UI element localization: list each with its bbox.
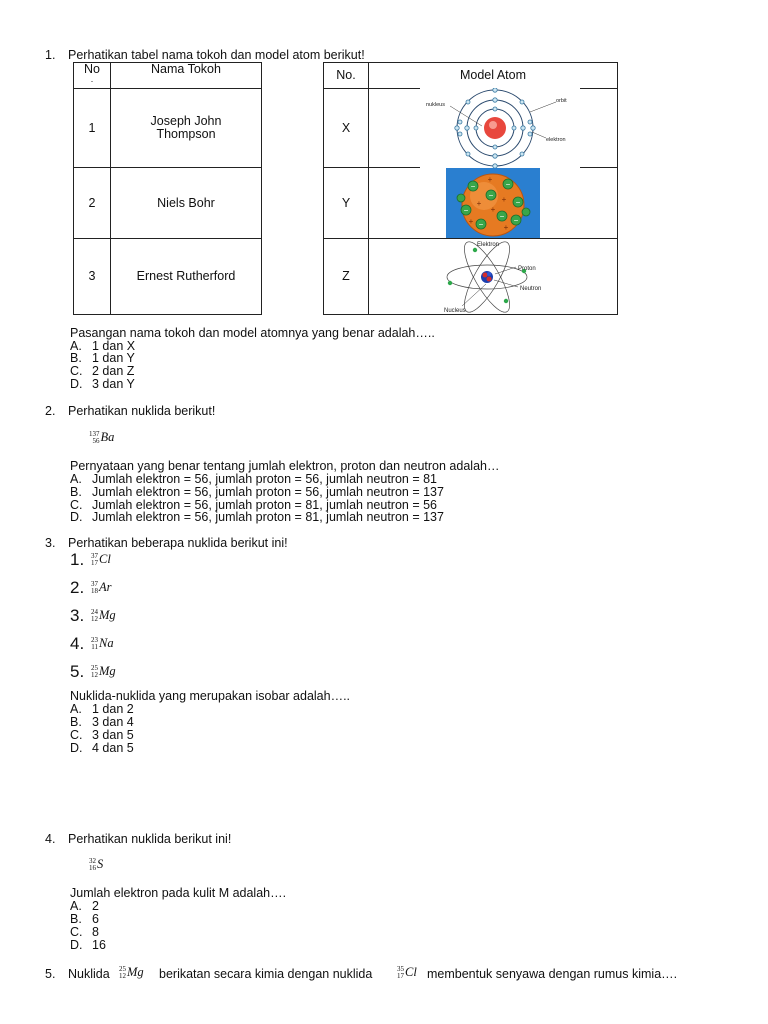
q3-question: Nuklida-nuklida yang merupakan isobar adalah….. (70, 689, 351, 703)
option-letter: A. (70, 472, 82, 486)
option-text: 3 dan 4 (92, 715, 134, 729)
tokoh-no: 1 (74, 89, 111, 168)
tokoh-no: 3 (74, 239, 111, 315)
option-letter: A. (70, 339, 82, 353)
option-letter: C. (70, 728, 83, 742)
nuclide-item-number: 2. (70, 578, 85, 597)
q4-question: Jumlah elektron pada kulit M adalah…. (70, 886, 287, 900)
nuclide-s: 32 16S (89, 856, 104, 873)
label-orbit: orbit (556, 98, 567, 104)
option-letter: B. (70, 351, 82, 365)
option-letter: A. (70, 702, 82, 716)
q5-number: 5. (45, 967, 56, 981)
option-letter: D. (70, 741, 83, 755)
svg-text:−: − (488, 191, 494, 200)
label-nucleus-z: Nucleus (444, 308, 466, 314)
nuclide-item-number: 4. (70, 634, 85, 653)
model-no: X (324, 89, 369, 168)
q5-text-middle: berikatan secara kimia dengan nuklida (159, 967, 373, 981)
svg-text:+: + (487, 175, 493, 184)
option-letter: C. (70, 364, 83, 378)
nuclide-cl: 35 17Cl (397, 964, 417, 981)
svg-text:+: + (501, 195, 507, 204)
option-text: 6 (92, 912, 99, 926)
option-text: 3 dan Y (92, 377, 135, 391)
tokoh-name: Joseph John Thompson (111, 89, 262, 168)
option-letter: B. (70, 715, 82, 729)
option-letter: D. (70, 510, 83, 524)
tokoh-name: Niels Bohr (111, 168, 262, 239)
option-text: Jumlah elektron = 56, jumlah proton = 81, jumlah neutron = 137 (92, 510, 444, 524)
svg-text:−: − (478, 220, 484, 229)
tokoh-no: 2 (74, 168, 111, 239)
option-text: 2 (92, 899, 99, 913)
header-no: No. (324, 63, 369, 89)
svg-text:−: − (505, 180, 511, 189)
nuclide-item-number: 5. (70, 662, 85, 681)
option-text: 3 dan 5 (92, 728, 134, 742)
svg-text:−: − (515, 198, 521, 207)
svg-text:+: + (476, 199, 482, 208)
q1-question: Pasangan nama tokoh dan model atomnya yang benar adalah….. (70, 326, 435, 340)
option-text: 4 dan 5 (92, 741, 134, 755)
option-text: 8 (92, 925, 99, 939)
q2-number: 2. (45, 404, 56, 418)
tokoh-table (73, 62, 262, 315)
option-text: Jumlah elektron = 56, jumlah proton = 56, jumlah neutron = 137 (92, 485, 444, 499)
option-letter: C. (70, 925, 83, 939)
q4-number: 4. (45, 832, 56, 846)
svg-text:−: − (463, 206, 469, 215)
q5-text-after: membentuk senyawa dengan rumus kimia…. (427, 967, 678, 981)
q3-number: 3. (45, 536, 56, 550)
option-letter: D. (70, 377, 83, 391)
model-no: Z (324, 239, 369, 315)
nuclide-mg: 24 12Mg (91, 607, 116, 624)
nuclide-ar: 37 18Ar (91, 579, 112, 596)
option-text: Jumlah elektron = 56, jumlah proton = 56, jumlah neutron = 81 (92, 472, 438, 486)
header-model-atom: Model Atom (369, 63, 618, 89)
label-nucleus: nukleus (426, 102, 445, 108)
header-nama-tokoh: Nama Tokoh (111, 63, 262, 89)
option-letter: B. (70, 912, 82, 926)
nuclide-ba: 137 56Ba (89, 429, 115, 446)
option-text: 1 dan X (92, 339, 136, 353)
svg-text:−: − (513, 216, 519, 225)
bohr-model-diagram (420, 88, 580, 168)
option-letter: B. (70, 485, 82, 499)
option-text: 1 dan 2 (92, 702, 134, 716)
plum-pudding-model-diagram (446, 168, 540, 238)
header-no: No . (74, 63, 111, 89)
option-text: 1 dan Y (92, 351, 135, 365)
q1-number: 1. (45, 48, 56, 62)
option-letter: C. (70, 498, 83, 512)
svg-text:+: + (490, 205, 496, 214)
option-text: 2 dan Z (92, 364, 135, 378)
option-letter: D. (70, 938, 83, 952)
svg-text:+: + (503, 223, 509, 232)
q5-text-before: Nuklida (68, 967, 110, 981)
q1-prompt: Perhatikan tabel nama tokoh dan model atom berikut! (68, 48, 365, 62)
nuclide-na: 23 11Na (91, 635, 114, 652)
q3-prompt: Perhatikan beberapa nuklida berikut ini! (68, 536, 288, 550)
svg-text:−: − (470, 182, 476, 191)
label-elektron: Elektron (477, 242, 500, 248)
q4-prompt: Perhatikan nuklida berikut ini! (68, 832, 232, 846)
option-letter: A. (70, 899, 82, 913)
option-text: 16 (92, 938, 106, 952)
nuclide-item-number: 3. (70, 606, 85, 625)
label-electron: elektron (546, 137, 566, 143)
svg-text:−: − (499, 212, 505, 221)
option-text: Jumlah elektron = 56, jumlah proton = 81, jumlah neutron = 56 (92, 498, 438, 512)
model-no: Y (324, 168, 369, 239)
nuclide-mg: 25 12Mg (91, 663, 116, 680)
rutherford-model-diagram (440, 240, 550, 314)
tokoh-name: Ernest Rutherford (111, 239, 262, 315)
nuclide-item-number: 1. (70, 550, 85, 569)
q2-question: Pernyataan yang benar tentang jumlah elektron, proton dan neutron adalah… (70, 459, 500, 473)
nuclide-mg: 25 12Mg (119, 964, 144, 981)
q2-prompt: Perhatikan nuklida berikut! (68, 404, 216, 418)
label-proton: Proton (518, 266, 536, 272)
nuclide-cl: 37 17Cl (91, 551, 111, 568)
label-neutron: Neutron (520, 286, 542, 292)
svg-text:+: + (468, 217, 474, 226)
